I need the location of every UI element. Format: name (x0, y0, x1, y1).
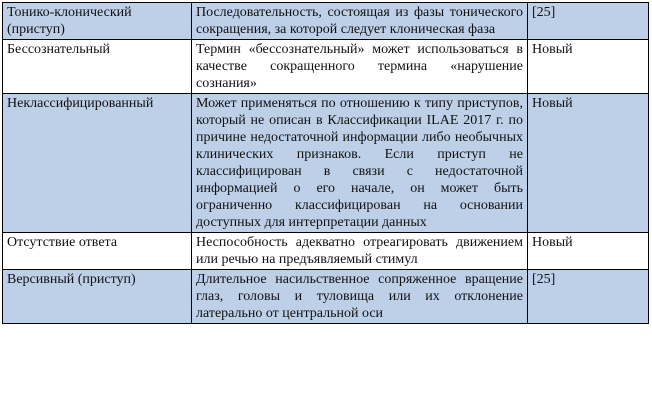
definition-cell: Последовательность, состоящая из фазы тонического сокращения, за которой следует клоническая фаза (192, 3, 528, 40)
definition-cell: Термин «бессознательный» может использоваться в качестве сокращенного термина «нарушение сознания» (192, 40, 528, 94)
term-cell: Версивный (приступ) (3, 270, 192, 324)
definition-cell: Может применяться по отношению к типу приступов, который не описан в Классификации ILAE 2017 г. по причине недостаточной информации либо необычных клинических признаков. Если приступ не классифицирован в связи с недостаточной информацией о его начале, он может быть ограниченно классифицирован на основании доступных для интерпретации данных (192, 94, 528, 233)
definition-cell: Длительное насильственное сопряженное вращение глаз, головы и туловища или их отклонение латерально от центральной оси (192, 270, 528, 324)
source-cell: Новый (528, 40, 649, 94)
term-cell: Отсутствие ответа (3, 233, 192, 270)
term-cell: Бессознательный (3, 40, 192, 94)
terms-table (2, 2, 649, 324)
source-cell: [25] (528, 270, 649, 324)
source-cell: [25] (528, 3, 649, 40)
table-row (3, 270, 649, 324)
term-cell: Тонико-клонический (приступ) (3, 3, 192, 40)
table-row (3, 40, 649, 94)
table-row (3, 94, 649, 233)
source-cell: Новый (528, 94, 649, 233)
term-cell: Неклассифицированный (3, 94, 192, 233)
definition-cell: Неспособность адекватно отреагировать движением или речью на предъявляемый стимул (192, 233, 528, 270)
table-row (3, 233, 649, 270)
table-row (3, 3, 649, 40)
source-cell: Новый (528, 233, 649, 270)
